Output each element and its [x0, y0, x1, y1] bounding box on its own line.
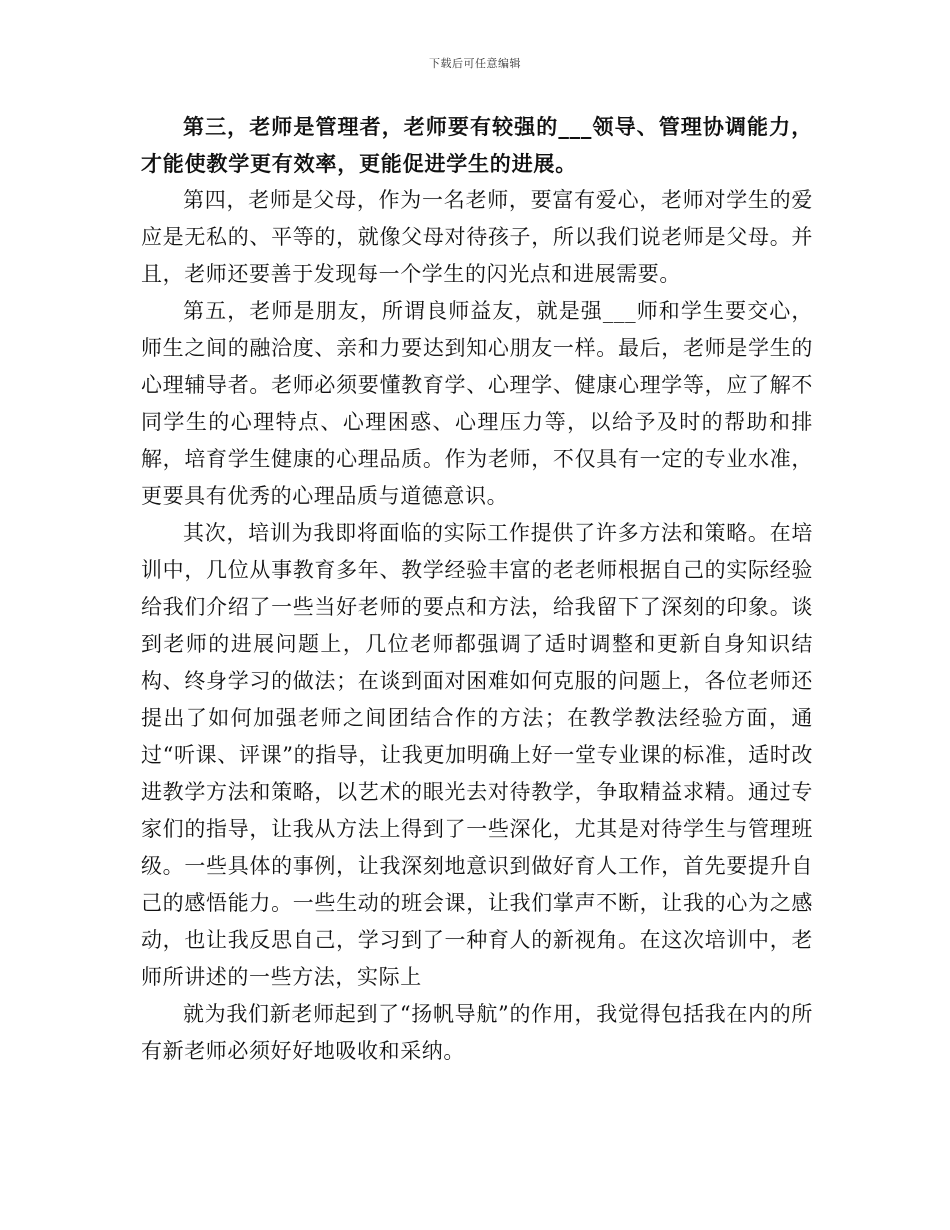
paragraph-conclusion: 就为我们新老师起到了“扬帆导航”的作用，我觉得包括我在内的所有新老师必须好好地吸收和采纳。	[141, 1002, 813, 1063]
page-header: 下载后可任意编辑	[429, 57, 521, 70]
paragraph-teacher-as-parent: 第四，老师是父母，作为一名老师，要富有爱心，老师对学生的爱应是无私的、平等的，就像父母对待孩子，所以我们说老师是父母。并且，老师还要善于发现每一个学生的闪光点和进展需要。	[141, 188, 813, 286]
paragraph-teacher-as-manager: 第三，老师是管理者，老师要有较强的___领导、管理协调能力，才能使教学更有效率，更能促进学生的进展。	[141, 114, 813, 176]
paragraph-training-methods: 其次，培训为我即将面临的实际工作提供了许多方法和策略。在培训中，几位从事教育多年、教学经验丰富的老老师根据自己的实际经验给我们介绍了一些当好老师的要点和方法，给我留下了深刻的印象。谈到老师的进展问题上，几位老师都强调了适时调整和更新自身知识结构、终身学习的做法；在谈到面对困难如何克服的问题上，各位老师还提出了如何加强老师之间团结合作的方法；在教学教法经验方面，通过“听课、评课”的指导，让我更加明确上好一堂专业课的标准，适时改进教学方法和策略，以艺术的眼光去对待教学，争取精益求精。通过专家们的指导，让我从方法上得到了一些深化，尤其是对待学生与管理班级。一些具体的事例，让我深刻地意识到做好育人工作，首先要提升自己的感悟能力。一些生动的班会课，让我们掌声不断，让我的心为之感动，也让我反思自己，学习到了一种育人的新视角。在这次培训中，老师所讲述的一些方法，实际上	[141, 521, 813, 989]
document-body	[141, 108, 813, 1070]
paragraph-teacher-as-friend: 第五，老师是朋友，所谓良师益友，就是强___师和学生要交心，师生之间的融洽度、亲和力要达到知心朋友一样。最后，老师是学生的心理辅导者。老师必须要懂教育学、心理学、健康心理学等，应了解不同学生的心理特点、心理困惑、心理压力等，以给予及时的帮助和排解，培育学生健康的心理品质。作为老师，不仅具有一定的专业水准，更要具有优秀的心理品质与道德意识。	[141, 299, 813, 508]
